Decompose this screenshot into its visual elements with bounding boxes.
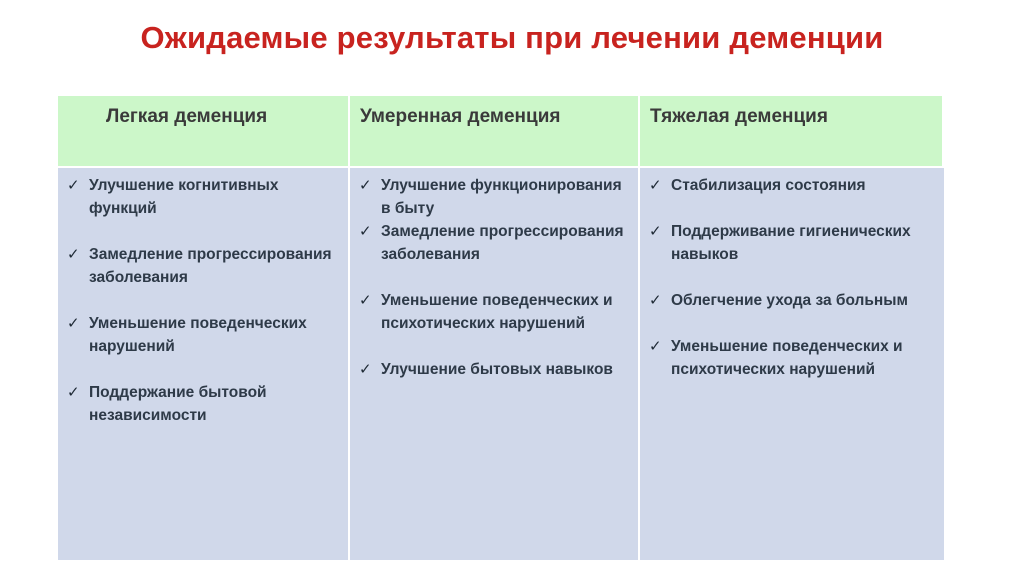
column-mild-dementia — [58, 168, 350, 560]
list-item — [58, 381, 348, 427]
list-item-text: Поддерживание гигиенических навыков — [671, 223, 911, 263]
list-mild-dementia — [58, 174, 348, 427]
check-icon: ✓ — [67, 246, 80, 263]
check-icon: ✓ — [67, 177, 80, 194]
list-item — [350, 289, 638, 335]
list-item — [350, 220, 638, 266]
list-moderate-dementia — [350, 174, 638, 381]
check-icon: ✓ — [359, 177, 372, 194]
list-item-text: Замедление прогрессирования заболевания — [89, 246, 332, 286]
list-item-text: Поддержание бытовой независимости — [89, 384, 267, 424]
page-title: Ожидаемые результаты при лечении деменции — [140, 20, 884, 55]
list-item — [640, 335, 944, 381]
list-item-text: Уменьшение поведенческих нарушений — [89, 315, 307, 355]
column-severe-dementia — [640, 168, 944, 560]
list-item — [58, 243, 348, 289]
list-severe-dementia — [640, 174, 944, 381]
list-item-text: Облегчение ухода за больным — [671, 292, 908, 309]
column-moderate-dementia — [350, 168, 640, 560]
list-item — [640, 289, 944, 312]
header-mild-dementia: Легкая деменция — [58, 96, 350, 168]
check-icon: ✓ — [359, 361, 372, 378]
check-icon: ✓ — [67, 384, 80, 401]
check-icon: ✓ — [649, 223, 662, 240]
check-icon: ✓ — [67, 315, 80, 332]
header-severe-dementia: Тяжелая деменция — [640, 96, 944, 168]
list-item-text: Улучшение функционирования в быту — [381, 177, 622, 217]
list-item — [640, 220, 944, 266]
list-item-text: Улучшение бытовых навыков — [381, 361, 613, 378]
check-icon: ✓ — [359, 223, 372, 240]
list-item — [350, 358, 638, 381]
list-item-text: Улучшение когнитивных функций — [89, 177, 279, 217]
list-item — [350, 174, 638, 220]
list-item — [58, 312, 348, 358]
check-icon: ✓ — [649, 177, 662, 194]
list-item-text: Уменьшение поведенческих и психотических нарушений — [381, 292, 613, 332]
header-moderate-dementia: Умеренная деменция — [350, 96, 640, 168]
check-icon: ✓ — [649, 338, 662, 355]
list-item-text: Стабилизация состояния — [671, 177, 866, 194]
check-icon: ✓ — [359, 292, 372, 309]
check-icon: ✓ — [649, 292, 662, 309]
list-item — [58, 174, 348, 220]
list-item-text: Замедление прогрессирования заболевания — [381, 223, 624, 263]
list-item-text: Уменьшение поведенческих и психотических нарушений — [671, 338, 903, 378]
results-table — [58, 96, 944, 560]
list-item — [640, 174, 944, 197]
